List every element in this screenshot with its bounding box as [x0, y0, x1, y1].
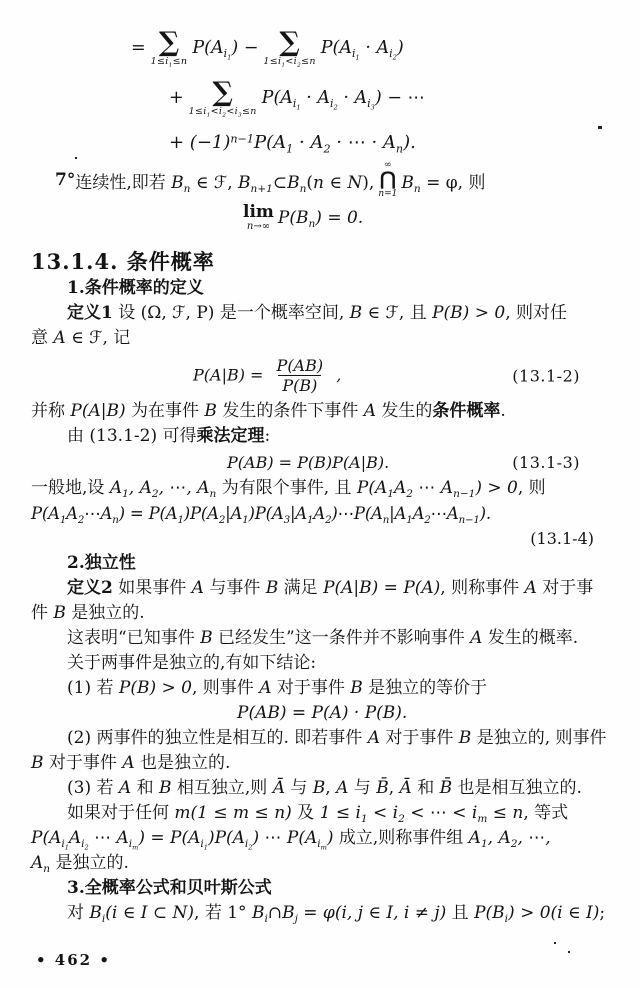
bold-term-multiplication-theorem: 乘法定理 — [196, 426, 265, 446]
equation-term: $P(A_{i_1} \cdot A_{i_2})$ — [320, 37, 404, 62]
equation-number: (13.1-3) — [512, 453, 580, 472]
limit-subscript: n→∞ — [246, 220, 271, 232]
general-case-line: 一般地,设 $A_1$, $A_2$, ⋯, $A_n$ 为有限个事件, 且 $P(A_1A_2$ ⋯ $A_{n-1}) > 0$, 则 — [31, 478, 546, 501]
conclusion-2-line-1: (2) 两事件的独立性是相互的. 即若事件 A 对于事件 B 是独立的, 则事件 — [67, 728, 607, 748]
equation-13-1-4-body: $P(A_1A_2\cdots A_n)$ = $P(A_1)P(A_2|A_1)P(A_3|A_1A_2)\cdots P(A_n|A_1A_2\cdots A_{n-1})$. — [31, 504, 491, 527]
subsection-3-title: 3.全概率公式和贝叶斯公式 — [67, 878, 272, 898]
bold-term-conditional-probability: 条件概率 — [432, 401, 501, 421]
equation-13-1-2-body — [193, 356, 341, 396]
equation-tail: , — [336, 365, 342, 385]
equation-13-1-2 — [31, 353, 580, 399]
scan-speck — [568, 951, 570, 953]
page-number: • 462 • — [36, 951, 111, 969]
fraction — [273, 356, 328, 396]
conclusion-1-equation: P(AB) = P(A) · P(B). — [237, 703, 408, 723]
sum-limits: $1\le i_1\le n$ — [150, 55, 188, 69]
infinity-symbol: ∞ — [384, 160, 392, 171]
equation-lhs: P(A|B) = — [193, 365, 264, 385]
sigma-icon: ∑ — [158, 26, 180, 58]
intersection-operator — [378, 161, 397, 199]
definition-2-line-1 — [31, 576, 594, 601]
mult-line-text: 由 (13.1-2) 可得 — [67, 426, 197, 446]
sigma-icon: ∑ — [279, 26, 300, 58]
sum-limits: $1\le i_1<i_2<i_3\le n$ — [188, 105, 257, 119]
limit-equation — [243, 200, 580, 236]
subsection-1-title: 1.条件概率的定义 — [67, 278, 204, 298]
scan-speck — [598, 126, 602, 129]
sigma-icon: ∑ — [212, 76, 233, 108]
subsection-2-title: 2.独立性 — [67, 553, 136, 573]
equation-term: $P(A_{i_1})$ − — [192, 37, 259, 62]
definition-1-label: 定义1 — [67, 303, 113, 323]
bayes-setup-line: 对 $B_i(i$ ∈ I ⊂ N), 若 1° $B_i\cap B_j = \varphi(i$, j ∈ I, i ≠ j) 且 $P(B_i) > 0(i$ ∈ I); — [67, 903, 606, 926]
definition-2-text: 如果事件 A 与事件 B 满足 P(A|B) = P(A), 则称事件 A 对于事 — [112, 578, 594, 598]
definition-2-label: 定义2 — [67, 578, 113, 598]
fraction-denominator: P(B) — [278, 375, 321, 396]
conclusion-2-line-2: B 对于事件 A 也是独立的. — [31, 753, 231, 773]
remark-text: 并称 P(A|B) 为在事件 B 发生的条件下事件 A 发生的 — [31, 401, 433, 421]
equation-inclusion-exclusion — [31, 26, 580, 156]
definition-1-line-2: 意 A ∈ ℱ, 记 — [31, 328, 131, 348]
intersection-lower-limit: n=1 — [378, 188, 398, 199]
independence-remark-line: 这表明“已知事件 B 已经发生”这一条件并不影响事件 A 发生的概率. — [67, 628, 579, 648]
conclusion-3-line: (3) 若 A 和 B 相互独立,则 Ā 与 B, A 与 B̄, Ā 和 B̄ 也是相互独立的. — [67, 778, 582, 798]
conclusion-1-line: (1) 若 P(B) > 0, 则事件 A 对于事件 B 是独立的等价于 — [67, 678, 488, 698]
fraction-numerator: P(AB) — [276, 355, 324, 375]
multiplication-theorem-line — [31, 424, 580, 449]
sum-operator — [263, 26, 316, 69]
sum-operator — [188, 76, 257, 119]
sum-operator — [150, 26, 188, 69]
equation-13-1-3-body: P(AB) = P(B)P(A|B). — [227, 453, 390, 472]
group-independence-line-2: $P(A_{i_1}A_{i_2}$ ⋯ $A_{i_m}) = P(A_{i_1})P(A_{i_2})$ ⋯ $P(A_{i_m})$ 成立,则称事件组 $A_1$, $A_2$, ⋯, — [31, 828, 551, 852]
continuity-property-line — [31, 160, 580, 200]
limit-equation-body: $P(B_n) = 0$. — [277, 208, 364, 231]
scan-speck — [75, 157, 77, 159]
scan-speck — [554, 942, 556, 944]
item-marker: 7° — [55, 170, 76, 190]
equation-13-1-4-number: (13.1-4) — [530, 529, 594, 548]
equation-line-2 — [169, 76, 580, 120]
section-heading: 13.1.4. 条件概率 — [31, 249, 215, 274]
sum-limits: $1\le i_1<i_2\le n$ — [263, 55, 316, 69]
conclusions-intro-line: 关于两事件是独立的,有如下结论: — [67, 653, 317, 673]
continuity-text-after: $B_n = \varphi$, 则 — [401, 172, 486, 195]
intersection-icon: ⋂ — [379, 168, 396, 191]
definition-2-line-2: 件 B 是独立的. — [31, 603, 145, 623]
equation-line-1 — [131, 26, 580, 70]
definition-1-text: 设 (Ω, ℱ, P) 是一个概率空间, B ∈ ℱ, 且 P(B) > 0, 则对任 — [112, 303, 567, 323]
group-independence-line-1: 如果对于任何 m(1 ≤ m ≤ n) 及 $1 \le i_1 < i_2$ < ⋯ < $i_m \le n$, 等式 — [67, 803, 569, 826]
equals-sign: = — [131, 38, 146, 58]
definition-1-line-1 — [31, 301, 580, 326]
equation-term: $P(A_{i_1} \cdot A_{i_2} \cdot A_{i_3})$ − ⋯ — [261, 87, 425, 112]
lim-symbol: lim — [243, 202, 274, 223]
group-independence-line-3: $A_n$ 是独立的. — [31, 853, 129, 876]
equation-13-1-3 — [31, 450, 580, 476]
mult-line-colon: : — [264, 426, 271, 446]
conditional-probability-remark — [31, 399, 580, 424]
plus-sign: + — [169, 88, 184, 108]
equation-line-3: + $(-1)^{n-1}P(A_1 \cdot A_2$ · ⋯ · $A_n$). — [169, 132, 416, 156]
limit-operator — [243, 204, 274, 232]
equation-number: (13.1-2) — [512, 366, 580, 386]
continuity-text-before: 连续性,即若 $B_n$ ∈ ℱ, $B_{n+1}\subset B_n(n$ ∈ N), — [75, 172, 375, 195]
remark-period: . — [500, 401, 506, 421]
